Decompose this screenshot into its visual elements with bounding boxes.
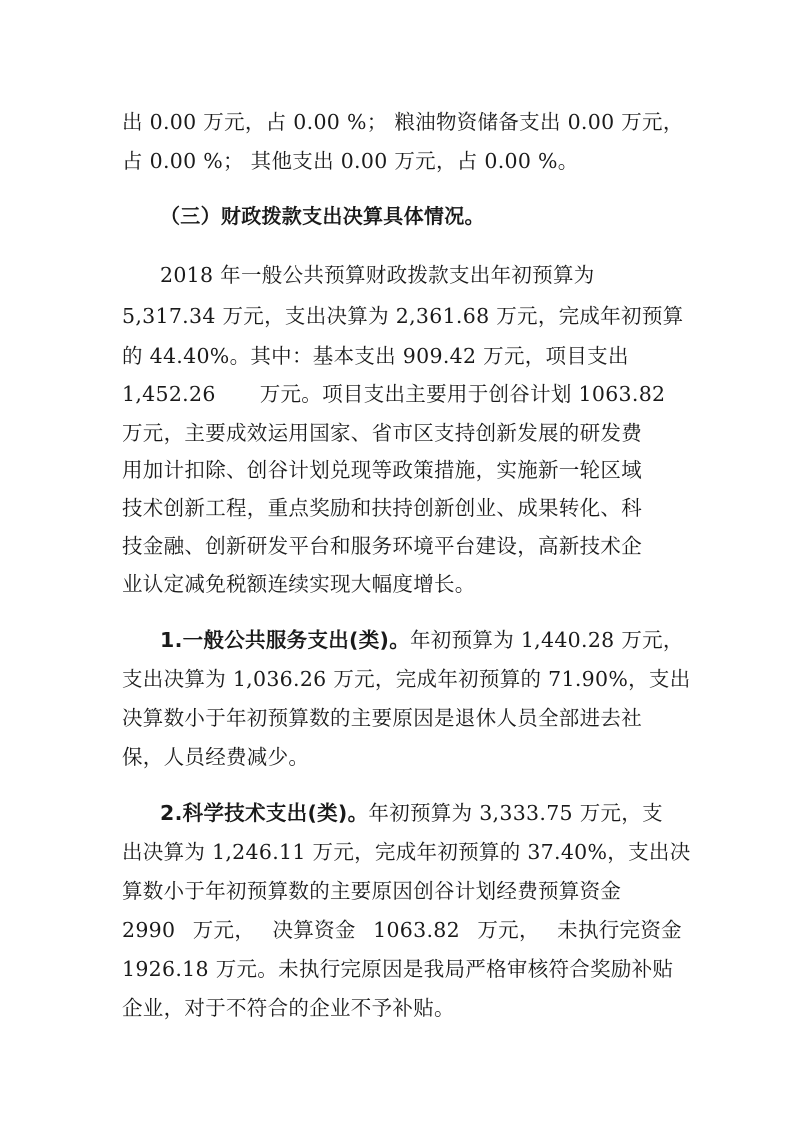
text-line xyxy=(160,799,663,827)
text-line: 的 44.40%。其中：基本支出 909.42 万元，项目支出 xyxy=(122,344,629,368)
text-segment: 2990 xyxy=(122,918,176,942)
text-segment: 1063.82 xyxy=(373,918,460,942)
text-segment: 决算资金 xyxy=(272,918,356,942)
text-line: 企业，对于不符合的企业不予补贴。 xyxy=(122,996,455,1020)
text-line xyxy=(122,380,665,408)
text-segment: 万元， xyxy=(192,918,256,942)
section-heading: （三）财政拨款支出决算具体情况。 xyxy=(160,204,485,228)
text-segment: 万元。项目支出主要用于创谷计划 1063.82 xyxy=(259,382,666,406)
text-line xyxy=(160,626,684,654)
text-line: 出 0.00 万元，占 0.00 %； 粮油物资储备支出 0.00 万元， xyxy=(122,110,684,134)
text-segment: 年初预算为 3,333.75 万元，支 xyxy=(368,801,663,825)
text-line: 支出决算为 1,036.26 万元，完成年初预算的 71.90%，支出 xyxy=(122,667,691,691)
item-heading: 1.一般公共服务支出(类)。 xyxy=(160,628,410,652)
text-line: 出决算为 1,246.11 万元，完成年初预算的 37.40%，支出决 xyxy=(122,840,691,864)
text-line: 技术创新工程，重点奖励和扶持创新创业、成果转化、科 xyxy=(122,496,642,520)
text-line: 用加计扣除、创谷计划兑现等政策措施，实施新一轮区域 xyxy=(122,458,642,482)
amount-text: 1,452.26 xyxy=(122,382,216,406)
text-line: 1926.18 万元。未执行完原因是我局严格审核符合奖励补贴 xyxy=(122,957,674,981)
text-line: 保，人员经费减少。 xyxy=(122,745,310,769)
text-line: 算数小于年初预算数的主要原因创谷计划经费预算资金 xyxy=(122,879,622,903)
text-line: 万元，主要成效运用国家、省市区支持创新发展的研发费 xyxy=(122,421,642,445)
text-line: 占 0.00 %； 其他支出 0.00 万元，占 0.00 %。 xyxy=(122,149,579,173)
text-segment: 万元， xyxy=(477,918,540,942)
text-line: 技金融、创新研发平台和服务环境平台建设，高新技术企 xyxy=(122,534,642,558)
text-line: 5,317.34 万元，支出决算为 2,361.68 万元，完成年初预算 xyxy=(122,304,684,328)
text-line: 决算数小于年初预算数的主要原因是退休人员全部进去社 xyxy=(122,706,642,730)
text-line xyxy=(122,916,682,944)
item-heading: 2.科学技术支出(类)。 xyxy=(160,801,369,825)
text-line: 2018 年一般公共预算财政拨款支出年初预算为 xyxy=(160,263,595,287)
text-line: 业认定减免税额连续实现大幅度增长。 xyxy=(122,572,476,596)
text-segment: 未执行完资金 xyxy=(557,918,682,942)
text-segment: 年初预算为 1,440.28 万元， xyxy=(410,628,684,652)
